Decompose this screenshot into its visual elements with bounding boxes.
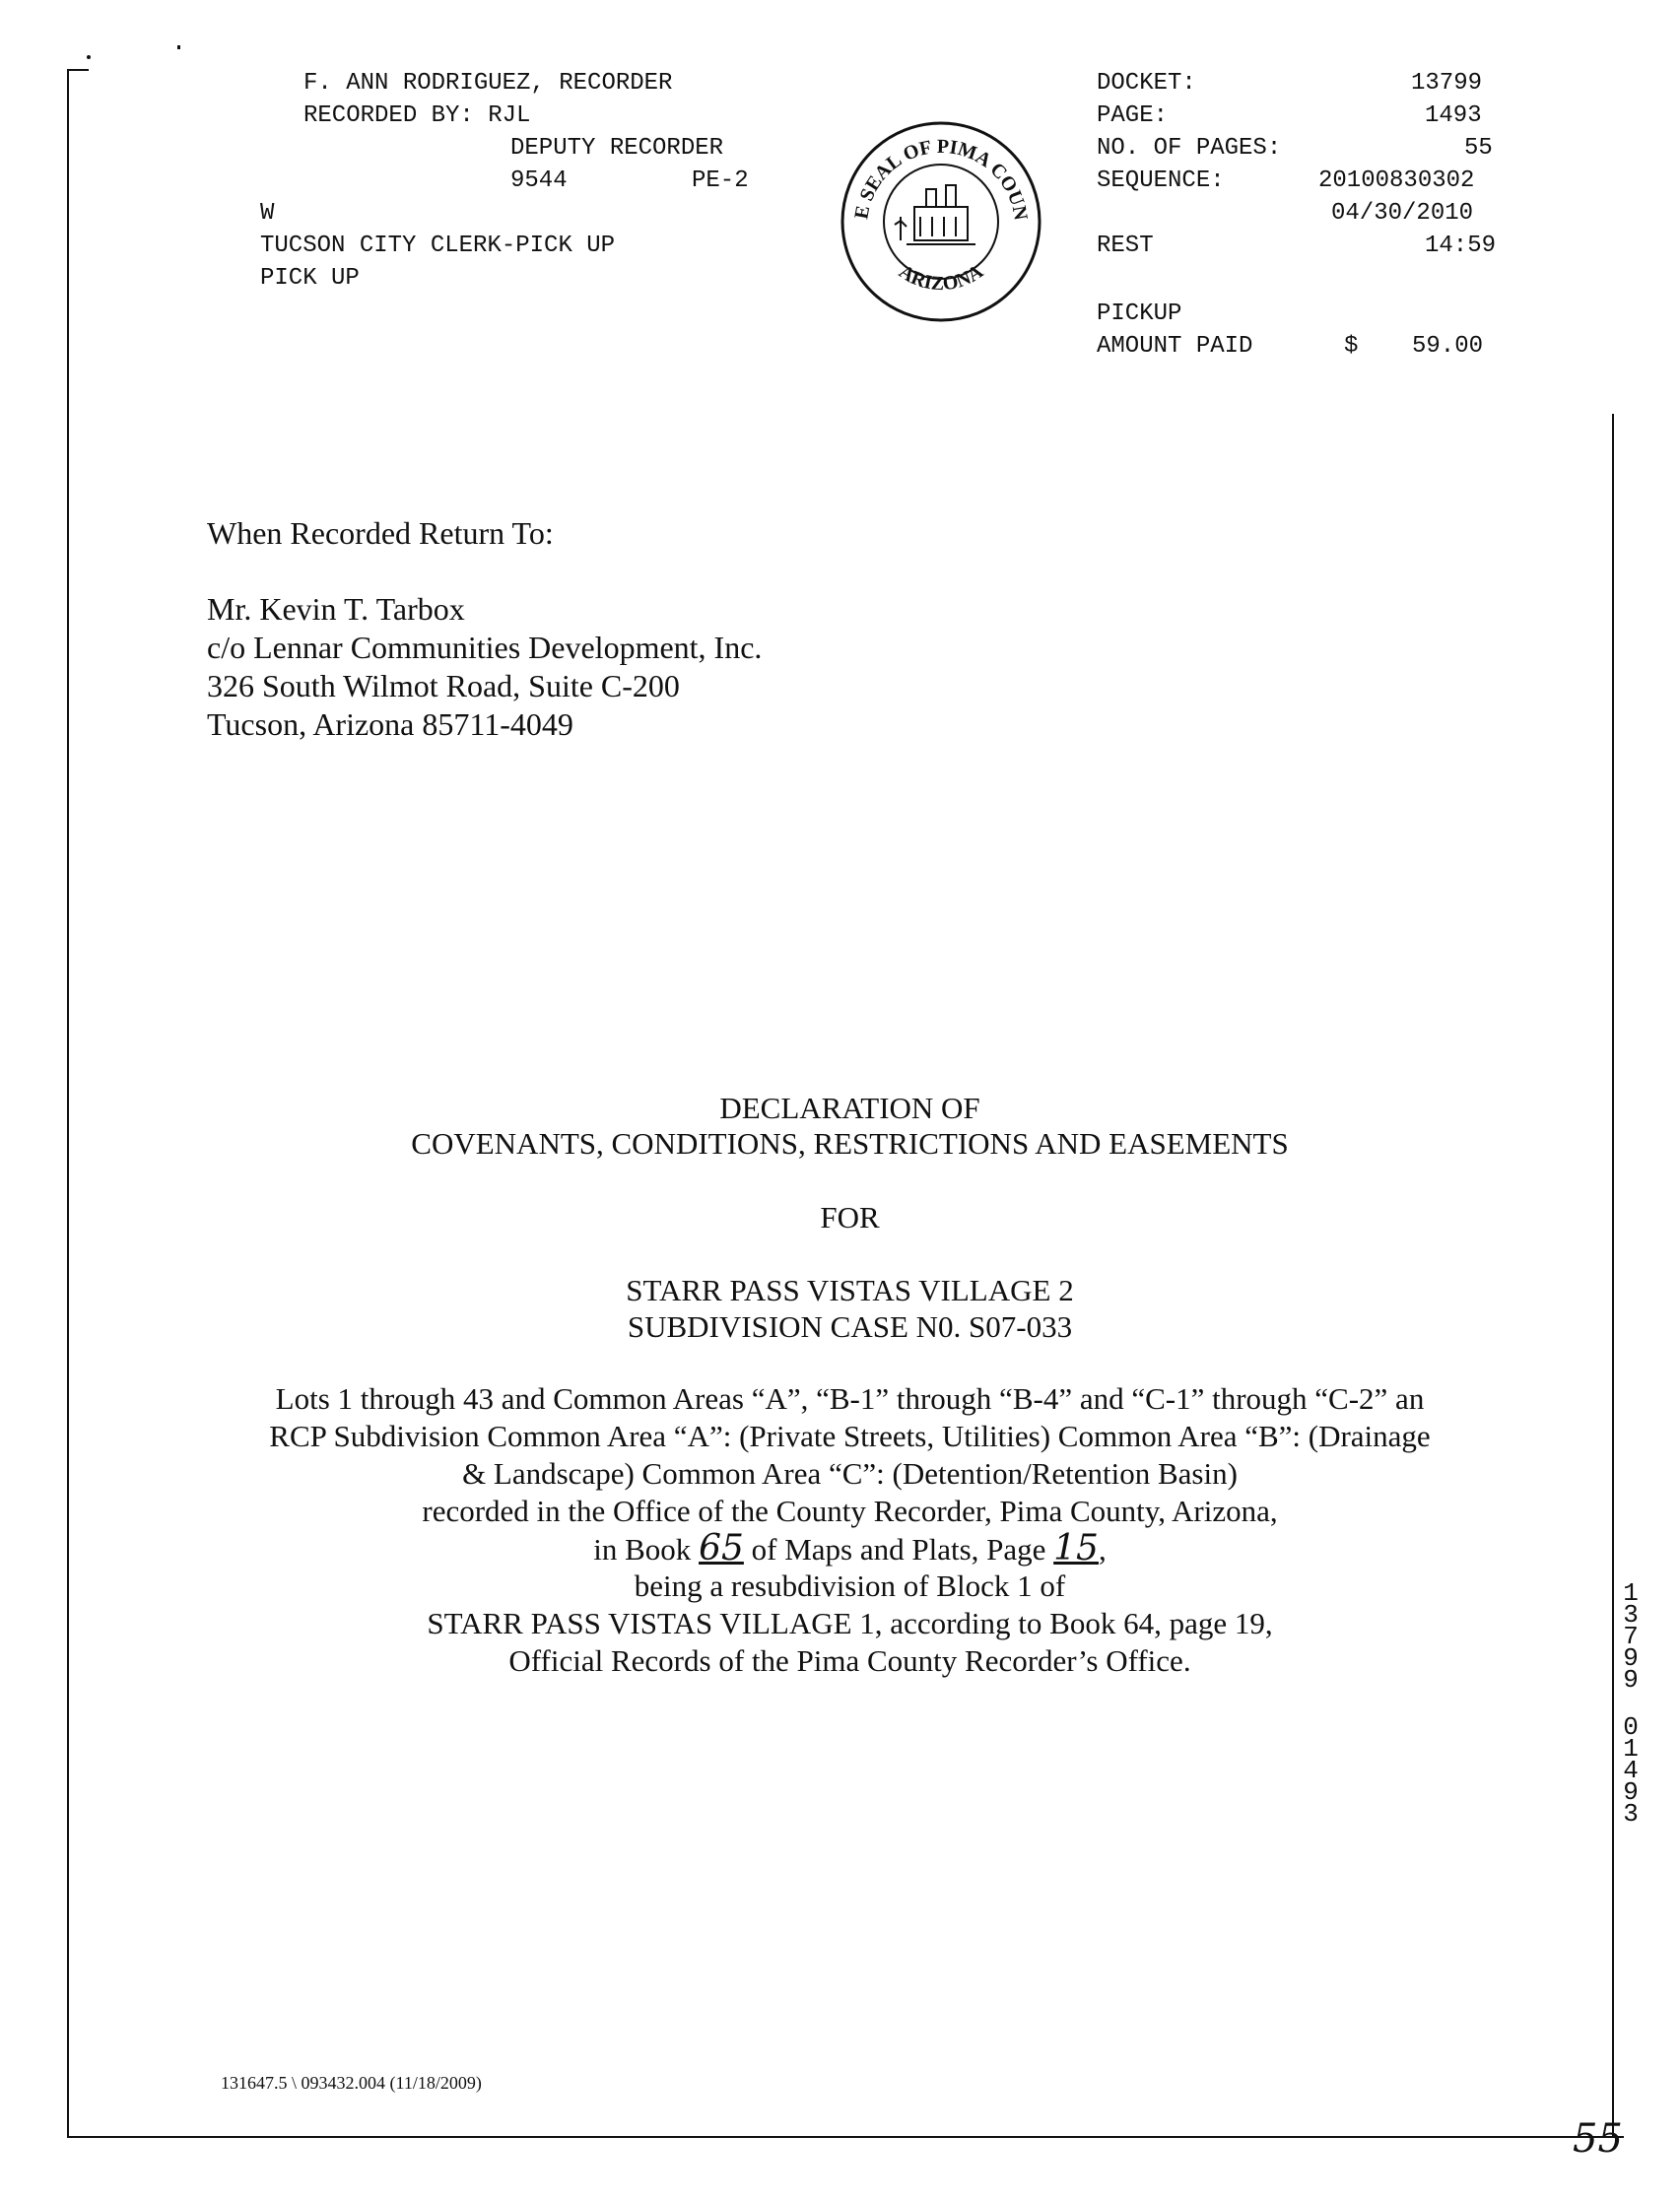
sequence-value: 20100830302 bbox=[1318, 167, 1475, 194]
return-to-heading: When Recorded Return To: bbox=[207, 515, 554, 551]
return-to-company: c/o Lennar Communities Development, Inc. bbox=[207, 630, 763, 665]
num-pages-label: NO. OF PAGES: bbox=[1097, 135, 1282, 162]
title-subdivision: STARR PASS VISTAS VILLAGE 2 bbox=[626, 1273, 1074, 1307]
docket-value: 13799 bbox=[1411, 70, 1483, 97]
margin-stamp bbox=[1616, 1578, 1646, 1829]
body-line-7: STARR PASS VISTAS VILLAGE 1, according to Book 64, page 19, bbox=[427, 1606, 1273, 1640]
margin-stamp-digit: 4 bbox=[1623, 1756, 1639, 1785]
margin-stamp-digit: 3 bbox=[1623, 1799, 1639, 1829]
body-line-8: Official Records of the Pima County Recorder’s Office. bbox=[508, 1643, 1191, 1678]
bottom-border-line bbox=[67, 2136, 1624, 2138]
deputy-recorder: DEPUTY RECORDER bbox=[510, 135, 724, 162]
margin-stamp-digit: 1 bbox=[1623, 1578, 1639, 1608]
pima-county-seal bbox=[838, 118, 1044, 325]
body-line-6: being a resubdivision of Block 1 of bbox=[634, 1568, 1066, 1603]
num-pages-value: 55 bbox=[1464, 135, 1493, 162]
margin-stamp-digit: 0 bbox=[1623, 1712, 1639, 1742]
speck bbox=[177, 45, 180, 49]
body-line-3: & Landscape) Common Area “C”: (Detention/Retention Basin) bbox=[462, 1456, 1238, 1491]
page-value: 1493 bbox=[1425, 102, 1482, 129]
handwritten-corner-number: 55 bbox=[1573, 2116, 1623, 2162]
return-to-street: 326 South Wilmot Road, Suite C-200 bbox=[207, 668, 680, 703]
page-label: PAGE: bbox=[1097, 102, 1169, 129]
body-line-5-c: , bbox=[1098, 1532, 1107, 1567]
body-line-5-b: of Maps and Plats, Page bbox=[743, 1532, 1054, 1567]
recorder-name: F. ANN RODRIGUEZ, RECORDER bbox=[303, 70, 673, 97]
title-for: FOR bbox=[820, 1200, 880, 1234]
amount-paid-label: AMOUNT PAID bbox=[1097, 333, 1253, 360]
svg-text:ARIZONA bbox=[895, 260, 987, 295]
seal-top-text: E SEAL OF PIMA COUN bbox=[850, 135, 1032, 223]
top-left-border-line bbox=[67, 69, 89, 71]
handwritten-page-number: 15 bbox=[1053, 1528, 1099, 1568]
body-line-4: recorded in the Office of the County Recorder, Pima County, Arizona, bbox=[422, 1494, 1278, 1528]
recorded-by: RECORDED BY: RJL bbox=[303, 102, 531, 129]
margin-stamp-digit: 1 bbox=[1623, 1734, 1639, 1764]
seal-bottom-text: ARIZONA bbox=[895, 260, 987, 296]
amount-paid-value: 59.00 bbox=[1412, 333, 1484, 360]
currency-symbol: $ bbox=[1344, 333, 1359, 360]
seal-graphic bbox=[838, 118, 1044, 325]
body-line-2: RCP Subdivision Common Area “A”: (Private Streets, Utilities) Common Area “B”: (Drainage bbox=[269, 1419, 1431, 1453]
seal-building-icon bbox=[895, 185, 975, 244]
title-line-2: COVENANTS, CONDITIONS, RESTRICTIONS AND EASEMENTS bbox=[411, 1126, 1289, 1161]
rest-label: REST bbox=[1097, 233, 1154, 259]
handwritten-book-number: 65 bbox=[699, 1528, 744, 1568]
speck bbox=[87, 55, 91, 59]
record-time: 14:59 bbox=[1425, 233, 1497, 259]
return-to-name: Mr. Kevin T. Tarbox bbox=[207, 591, 465, 627]
recorder-code-pe: PE-2 bbox=[692, 167, 749, 194]
recorder-code-number: 9544 bbox=[510, 167, 568, 194]
body-line-1: Lots 1 through 43 and Common Areas “A”, “B-1” through “B-4” and “C-1” through “C-2” an bbox=[275, 1381, 1425, 1416]
record-date: 04/30/2010 bbox=[1331, 200, 1474, 227]
pickup-label: PICKUP bbox=[1097, 300, 1182, 327]
margin-stamp-digit: 9 bbox=[1623, 1643, 1639, 1673]
return-to-city: Tucson, Arizona 85711-4049 bbox=[207, 706, 573, 742]
body-line-5-a: in Book bbox=[593, 1532, 700, 1567]
margin-stamp-digit: 3 bbox=[1623, 1600, 1639, 1630]
title-case-number: SUBDIVISION CASE N0. S07-033 bbox=[627, 1309, 1073, 1344]
docket-label: DOCKET: bbox=[1097, 70, 1196, 97]
margin-stamp-digit: 9 bbox=[1623, 1665, 1639, 1695]
pickup-line: PICK UP bbox=[260, 265, 360, 292]
clerk-line: TUCSON CITY CLERK-PICK UP bbox=[260, 233, 616, 259]
margin-stamp-digit: 9 bbox=[1623, 1777, 1639, 1807]
margin-stamp-digit: 7 bbox=[1623, 1622, 1639, 1651]
title-line-1: DECLARATION OF bbox=[719, 1091, 980, 1125]
body-line-5 bbox=[0, 1530, 1680, 1568]
sequence-label: SEQUENCE: bbox=[1097, 167, 1225, 194]
w-marker: W bbox=[260, 200, 275, 227]
document-footer-id: 131647.5 \ 093432.004 (11/18/2009) bbox=[221, 2073, 482, 2093]
